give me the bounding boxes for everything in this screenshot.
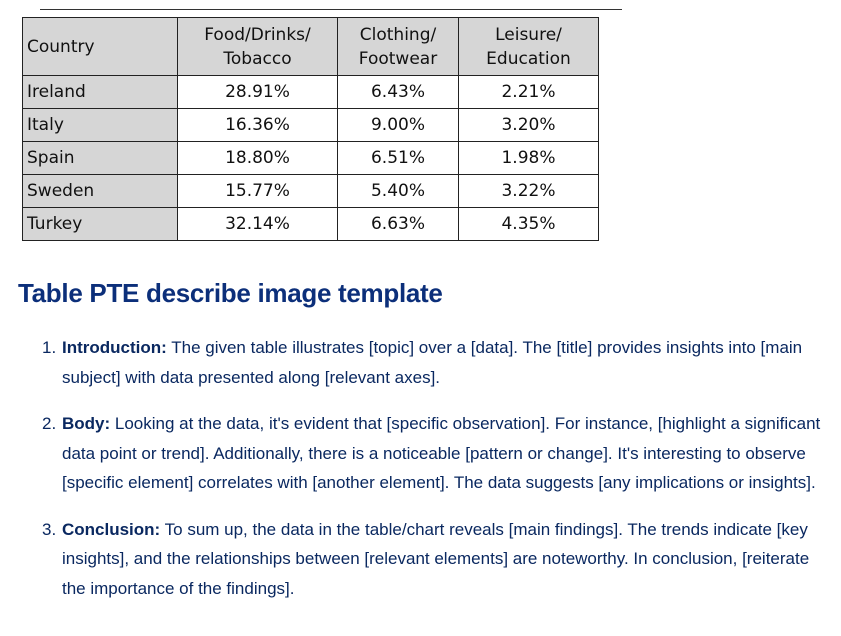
country-cell: Sweden xyxy=(23,175,178,208)
country-cell: Turkey xyxy=(23,208,178,241)
header-text: Leisure/ xyxy=(495,24,562,45)
list-item-introduction xyxy=(42,333,832,392)
value-cell: 18.80% xyxy=(178,142,338,175)
header-text: Education xyxy=(486,48,571,69)
table-row xyxy=(23,208,599,241)
table-row xyxy=(23,109,599,142)
table-row xyxy=(23,76,599,109)
item-label: Body: xyxy=(62,414,111,433)
table-row xyxy=(23,142,599,175)
list-item-body xyxy=(42,409,832,498)
value-cell: 1.98% xyxy=(459,142,599,175)
divider xyxy=(40,9,622,10)
value-cell: 32.14% xyxy=(178,208,338,241)
item-number: 3. xyxy=(42,519,57,539)
item-number: 1. xyxy=(42,338,57,357)
header-text: Tobacco xyxy=(223,48,292,69)
value-cell: 3.20% xyxy=(459,109,599,142)
data-table xyxy=(22,17,599,241)
value-cell: 2.21% xyxy=(459,76,599,109)
value-cell: 3.22% xyxy=(459,175,599,208)
country-cell: Ireland xyxy=(23,76,178,109)
value-cell: 4.35% xyxy=(459,208,599,241)
table-header-row xyxy=(23,18,599,76)
header-clothing xyxy=(338,18,459,76)
item-text: The given table illustrates [topic] over a [data]. The [title] provides insights into [main subject] with data presented along [relevant axes]. xyxy=(62,338,803,387)
value-cell: 6.51% xyxy=(338,142,459,175)
template-list xyxy=(42,333,832,620)
header-text: Clothing/ xyxy=(359,24,437,45)
value-cell: 28.91% xyxy=(178,76,338,109)
value-cell: 15.77% xyxy=(178,175,338,208)
header-country xyxy=(23,18,178,76)
value-cell: 6.63% xyxy=(338,208,459,241)
header-leisure xyxy=(459,18,599,76)
value-cell: 16.36% xyxy=(178,109,338,142)
table-row xyxy=(23,175,599,208)
header-food xyxy=(178,18,338,76)
value-cell: 9.00% xyxy=(338,109,459,142)
list-item-conclusion xyxy=(42,515,832,604)
value-cell: 5.40% xyxy=(338,175,459,208)
item-text: Looking at the data, it's evident that [specific observation]. For instance, [highlight a significant data point or trend]. Additionally, there is a noticeable [pattern or change]. It's interesting to observe [specific element] correlates with [another element]. The data suggests [any implications or insights]. xyxy=(62,414,821,492)
item-text: To sum up, the data in the table/chart reveals [main findings]. The trends indicate [key insights], and the relationships between [relevant elements] are noteworthy. In conclusion, [reiterate the importance of the findings]. xyxy=(62,519,810,598)
value-cell: 6.43% xyxy=(338,76,459,109)
country-cell: Spain xyxy=(23,142,178,175)
item-number: 2. xyxy=(42,414,57,433)
item-label: Introduction: xyxy=(62,338,167,357)
header-text: Food/Drinks/ xyxy=(204,24,311,45)
header-text: Footwear xyxy=(358,48,438,69)
section-heading: Table PTE describe image template xyxy=(18,278,443,308)
header-text: Country xyxy=(27,36,95,57)
country-cell: Italy xyxy=(23,109,178,142)
item-label: Conclusion: xyxy=(62,519,161,539)
